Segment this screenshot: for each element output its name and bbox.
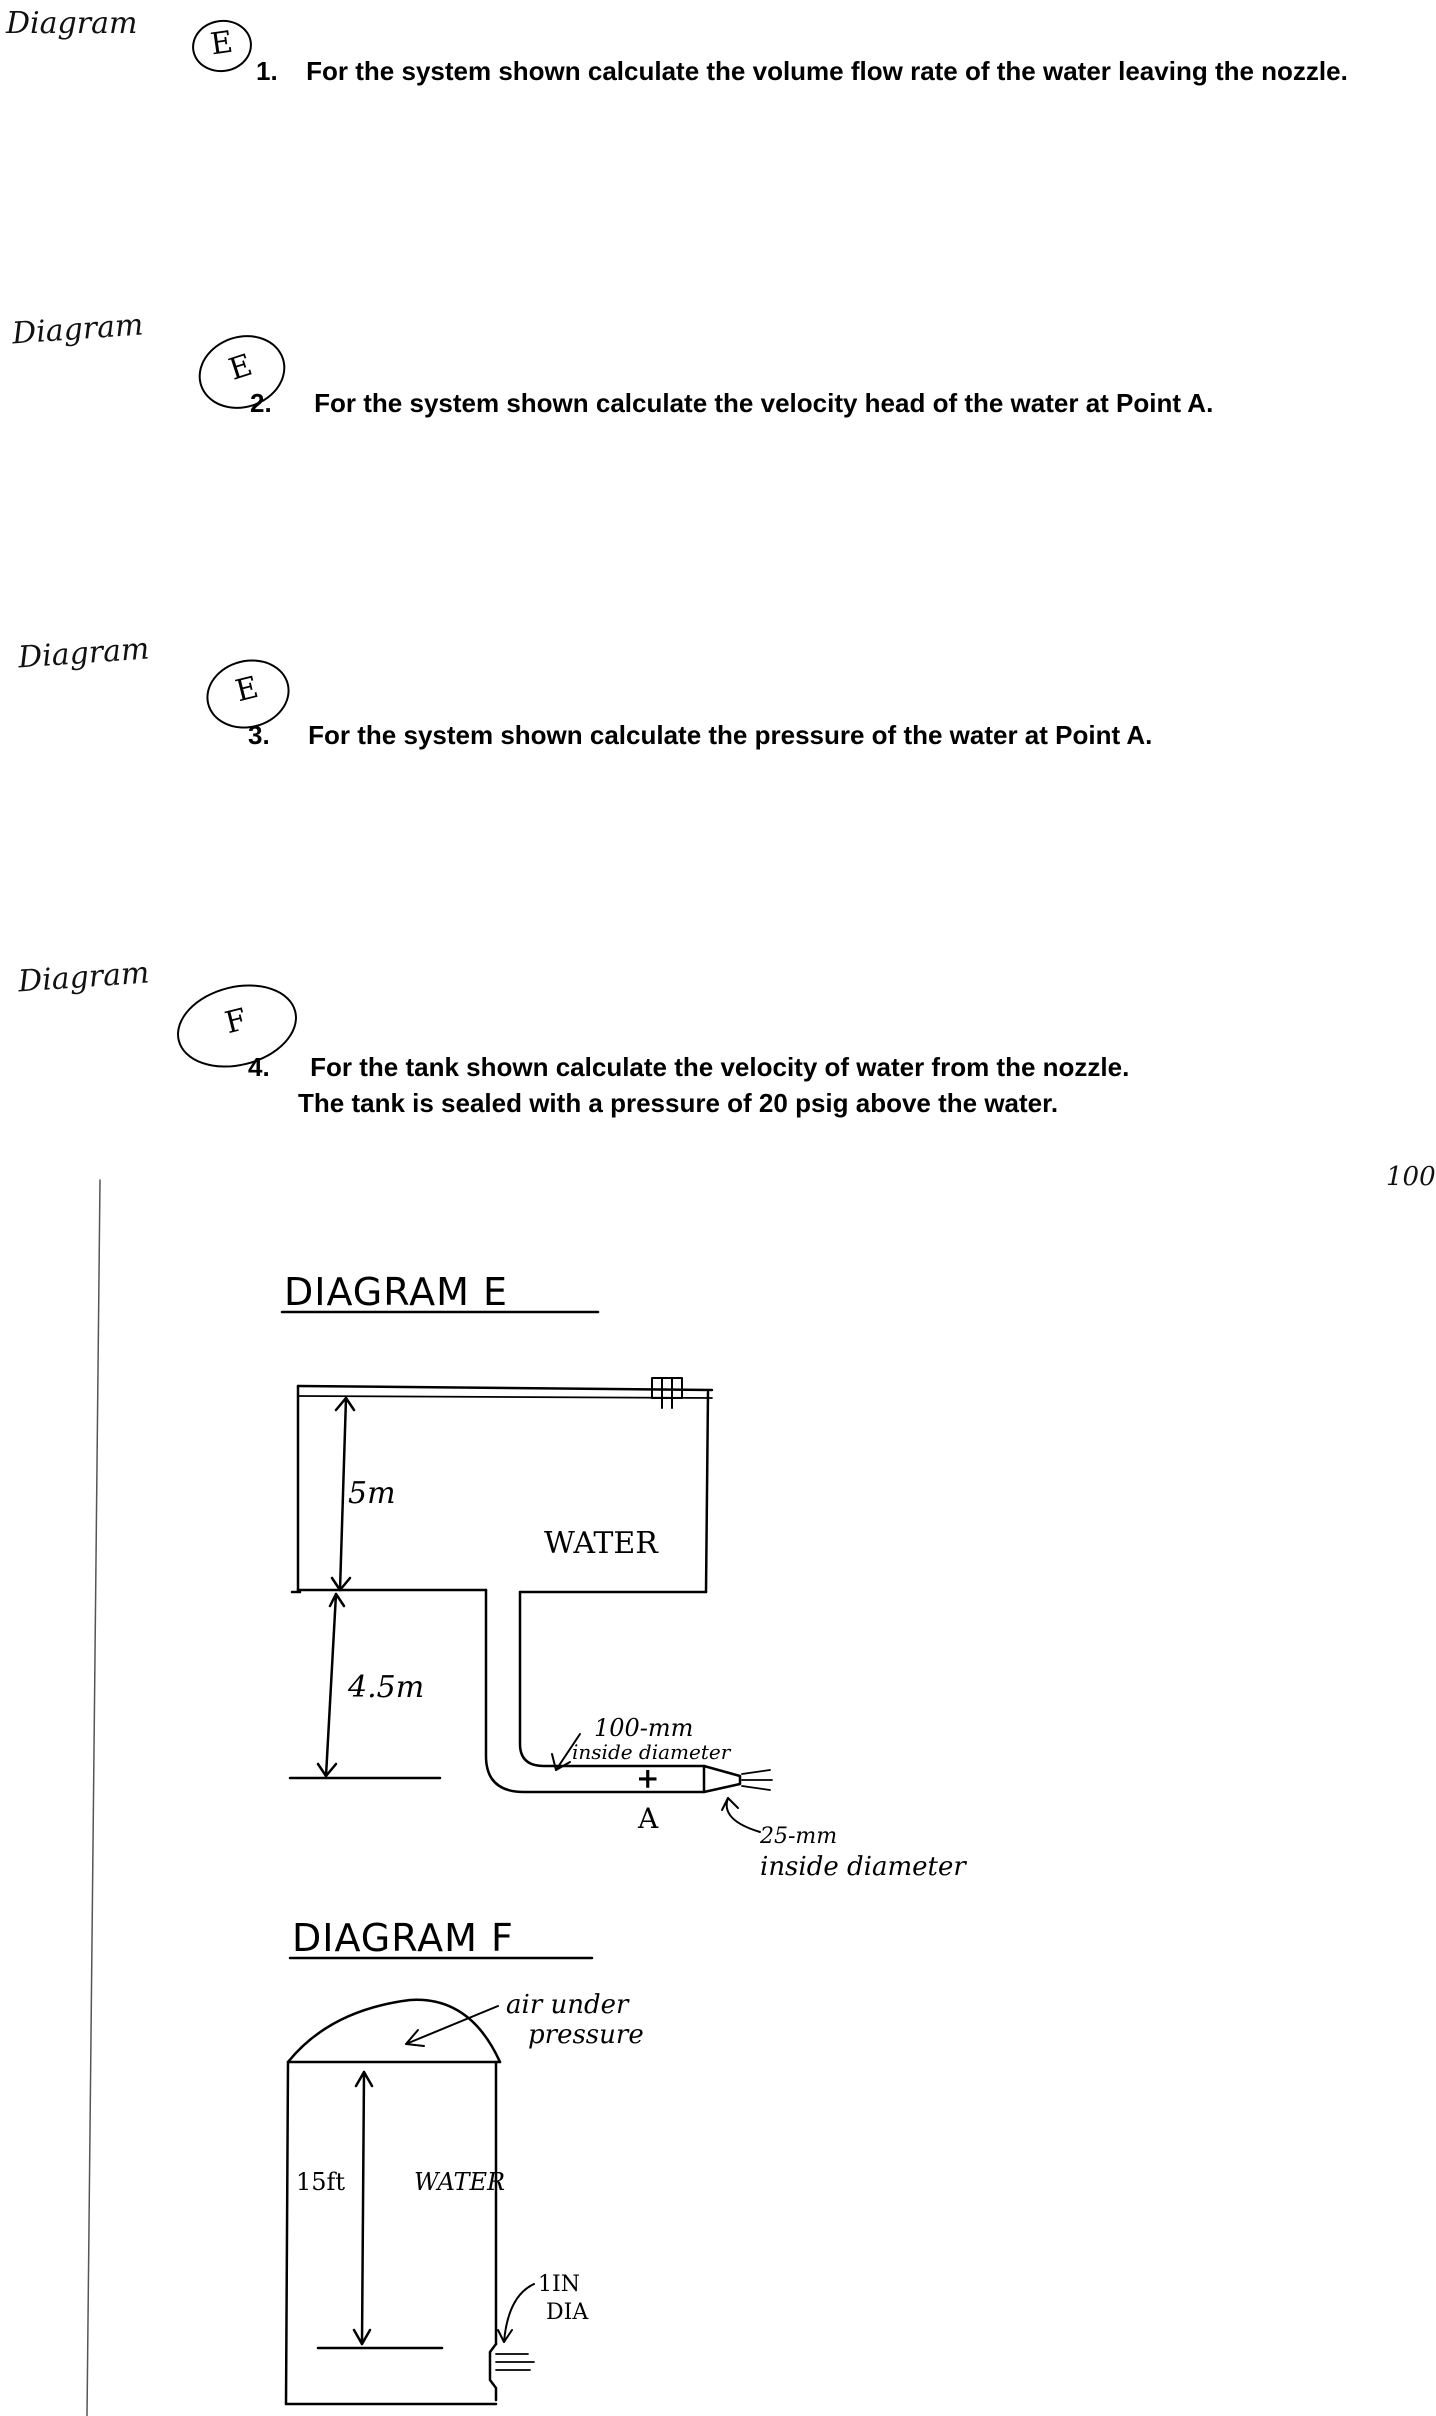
diagram-e-fluid: WATER	[544, 1526, 658, 1561]
question-3: 3. For the system shown calculate the pressure of the water at Point A.	[248, 720, 1153, 750]
circle-letter-1: E	[189, 16, 256, 76]
question-4-line-2: The tank is sealed with a pressure of 20 psig above the water.	[298, 1088, 1059, 1118]
diagram-e-nozzle-label-2: inside diameter	[760, 1852, 966, 1882]
dim-15ft-line	[362, 2072, 364, 2344]
diagram-f-air-label-2: pressure	[528, 2020, 644, 2050]
page-margin-rule	[87, 1180, 100, 2416]
tank-e-top	[298, 1386, 712, 1390]
question-1: 1. For the system shown calculate the volume flow rate of the water leaving the nozzle.	[256, 56, 1348, 86]
margin-label-diagram-4: Diagram	[16, 955, 151, 1000]
dim-45m-line	[326, 1594, 336, 1776]
diagram-f-nozzle-label-1: 1IN	[538, 2272, 580, 2297]
diagram-e-heading: DIAGRAM E	[284, 1270, 508, 1314]
margin-label-diagram-2: Diagram	[10, 307, 145, 352]
question-4: 4. For the tank shown calculate the velocity of water from the nozzle.	[248, 1052, 1130, 1082]
diagram-e-nozzle-label-1: 25-mm	[760, 1824, 838, 1849]
diagram-e-point-label: A	[638, 1802, 659, 1835]
diagram-f-air-label-1: air under	[506, 1990, 629, 2020]
circle-letter-4: F	[168, 972, 306, 1079]
diagram-e-point-marker: +	[636, 1762, 660, 1795]
tank-f-nozzle-wall	[490, 2344, 496, 2400]
diagram-f-fluid: WATER	[414, 2168, 506, 2196]
tank-f-left-wall	[286, 2062, 288, 2404]
margin-label-diagram-1: Diagram	[6, 6, 138, 41]
tank-e-vent	[652, 1378, 682, 1398]
diagram-f-heading: DIAGRAM F	[292, 1916, 514, 1960]
tank-f-dome	[288, 2000, 500, 2062]
diagram-e-pipe-label-1: 100-mm	[594, 1714, 694, 1742]
circle-letter-2: E	[189, 324, 295, 420]
edge-text: 100	[1386, 1162, 1436, 1192]
diagram-f-nozzle-label-2: DIA	[546, 2300, 589, 2325]
diagram-f-height: 15ft	[296, 2168, 346, 2196]
diagram-e-height-top: 5m	[348, 1476, 396, 1511]
nozzle-e	[704, 1766, 740, 1792]
margin-label-diagram-3: Diagram	[16, 631, 151, 676]
tank-e-right-wall	[706, 1392, 708, 1592]
diagram-e-pipe-label-2: inside diameter	[572, 1740, 731, 1764]
circle-letter-3: E	[199, 651, 297, 737]
dim-5m-line	[340, 1398, 346, 1590]
question-2: 2. For the system shown calculate the velocity head of the water at Point A.	[250, 388, 1214, 418]
diagram-e-height-bottom: 4.5m	[348, 1670, 425, 1705]
